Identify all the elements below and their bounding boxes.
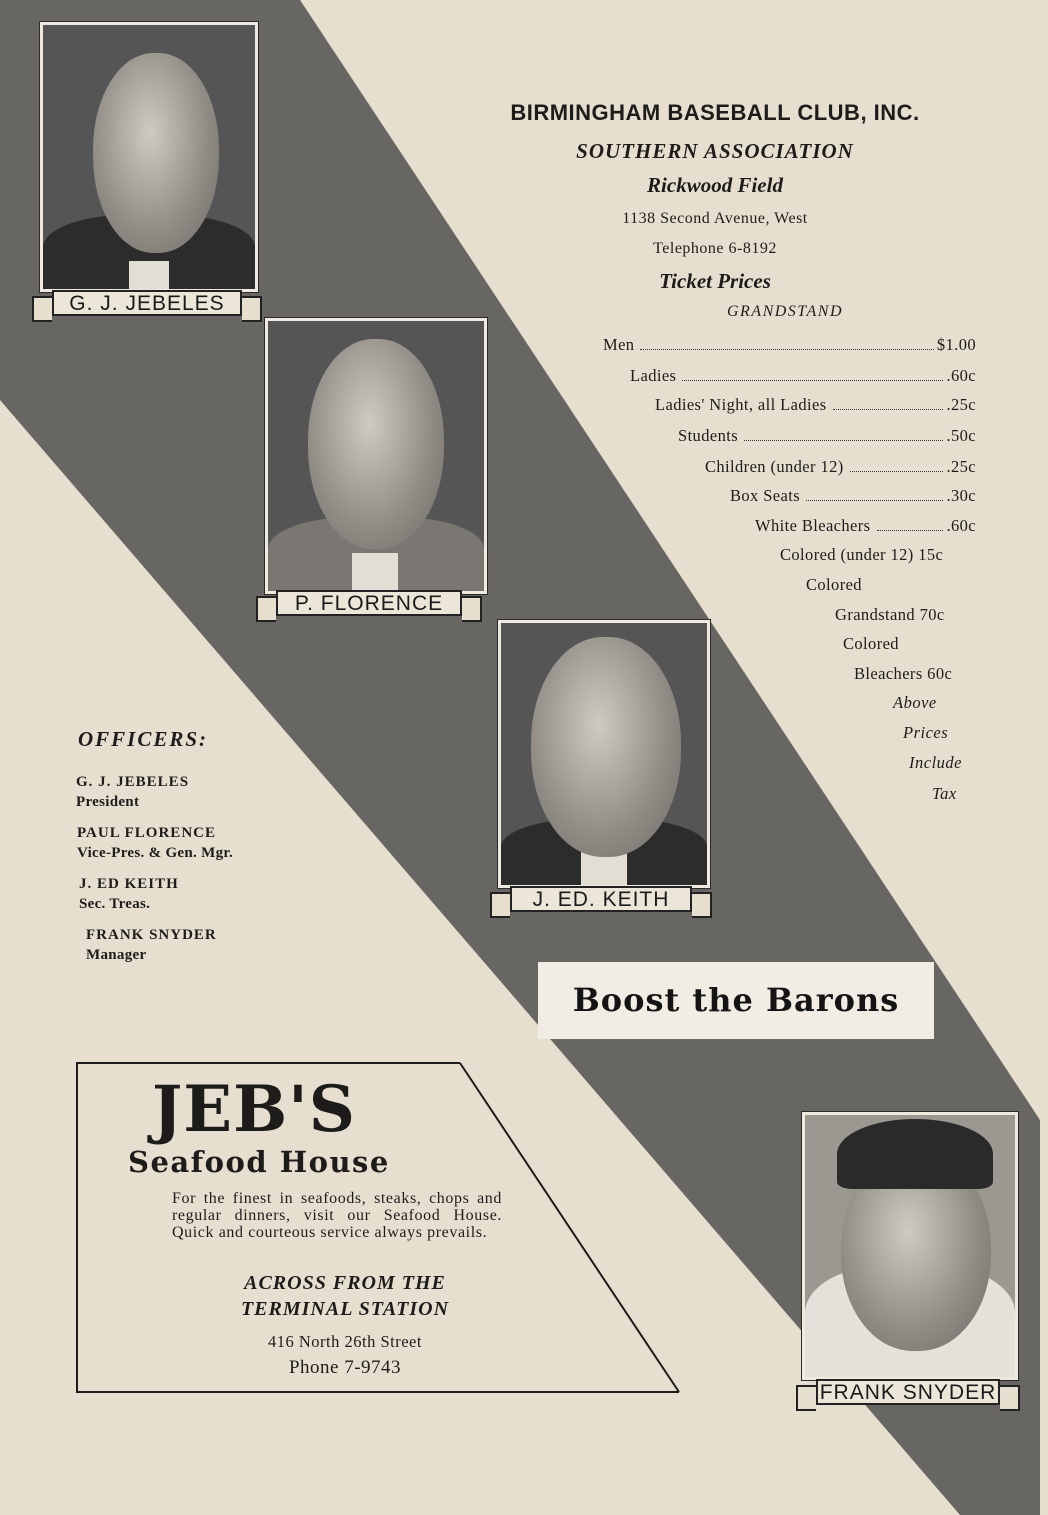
price-line: Colored (843, 634, 899, 653)
officer-name: J. ED KEITH (79, 876, 179, 892)
caption-keith: J. ED. KEITH (510, 886, 692, 912)
slogan-box: Boost the Barons (538, 962, 934, 1039)
officer-role: Sec. Treas. (79, 896, 151, 912)
caption-jebeles: G. J. JEBELES (52, 290, 242, 316)
price-note: Above (893, 693, 937, 712)
price-line: Colored (under 12) 15c (780, 545, 944, 564)
price-row: Ladies .60c (630, 366, 976, 385)
price-line: Bleachers 60c (854, 664, 953, 683)
club-address: 1138 Second Avenue, West (622, 210, 808, 227)
officer-name: G. J. JEBELES (76, 774, 190, 790)
ad-title: JEB'S (152, 1072, 356, 1147)
officer-name: FRANK SNYDER (86, 927, 217, 943)
officer-name: PAUL FLORENCE (77, 825, 216, 841)
photo-keith (498, 620, 710, 888)
price-row: Men $1.00 (603, 335, 976, 354)
ad-body: For the finest in seafoods, steaks, chops and regular dinners, visit our Seafood House. Quick and courteous service always prevails. (172, 1190, 502, 1241)
price-row: White Bleachers .60c (755, 516, 976, 535)
association-name: SOUTHERN ASSOCIATION (576, 139, 854, 163)
price-line: Grandstand 70c (835, 605, 945, 624)
ticket-prices-heading: Ticket Prices (659, 269, 771, 293)
photo-florence (265, 318, 487, 594)
officer-role: Vice-Pres. & Gen. Mgr. (77, 845, 233, 861)
club-telephone: Telephone 6-8192 (653, 240, 777, 257)
ad-subtitle: Seafood House (128, 1145, 390, 1179)
officers-heading: OFFICERS: (78, 727, 209, 751)
price-row: Ladies' Night, all Ladies .25c (655, 395, 976, 414)
price-row: Children (under 12) .25c (705, 457, 976, 476)
ad-location: ACROSS FROM THE TERMINAL STATION (240, 1272, 450, 1320)
photo-snyder (802, 1112, 1018, 1380)
price-line: Colored (806, 575, 862, 594)
field-name: Rickwood Field (647, 173, 783, 197)
officer-role: Manager (86, 947, 147, 963)
price-note: Prices (903, 723, 949, 742)
caption-snyder: FRANK SNYDER (816, 1379, 1000, 1405)
officer-role: President (76, 794, 140, 810)
club-name: BIRMINGHAM BASEBALL CLUB, INC. (510, 100, 920, 125)
ad-address: 416 North 26th Street (268, 1332, 422, 1351)
photo-jebeles (40, 22, 258, 292)
grandstand-heading: GRANDSTAND (726, 303, 844, 320)
caption-florence: P. FLORENCE (276, 590, 462, 616)
price-row: Box Seats .30c (730, 486, 976, 505)
price-note: Tax (932, 784, 957, 803)
price-row: Students .50c (678, 426, 976, 445)
ad-phone: Phone 7-9743 (288, 1357, 402, 1378)
price-note: Include (909, 753, 962, 772)
